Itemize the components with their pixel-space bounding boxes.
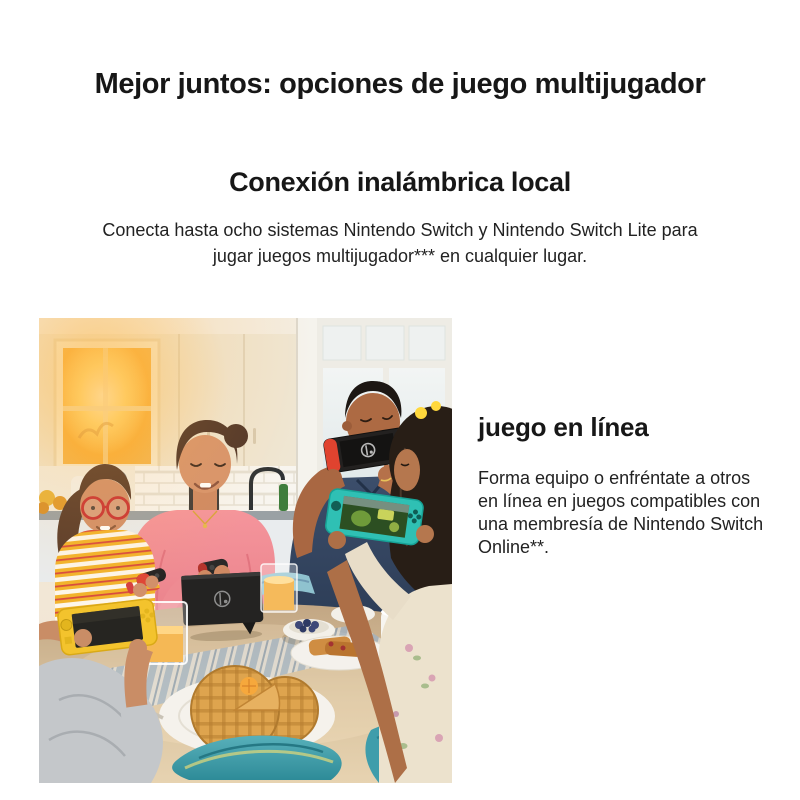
local-wireless-body-line-2: jugar juegos multijugador*** en cualquier lugar. [212, 246, 588, 266]
local-wireless-body [70, 217, 730, 269]
online-play-body [478, 467, 790, 559]
family-photo-illustration [39, 318, 452, 783]
local-wireless-body-line-1: Conecta hasta ocho sistemas Nintendo Switch y Nintendo Switch Lite para [102, 220, 698, 240]
online-play-heading: juego en línea [478, 412, 649, 442]
local-wireless-heading: Conexión inalámbrica local [229, 167, 571, 197]
online-play-section [478, 412, 790, 559]
page-title: Mejor juntos: opciones de juego multijugador [94, 68, 706, 100]
family-breakfast-photo [39, 318, 452, 783]
online-play-body-line-3: una membresía de Nintendo Switch [478, 514, 764, 534]
warm-light-overlay [39, 318, 452, 783]
online-play-body-line-2: en línea en juegos compatibles con [478, 491, 761, 511]
online-play-body-line-4: Online**. [478, 537, 550, 557]
online-play-body-line-1: Forma equipo o enfréntate a otros [478, 468, 751, 488]
